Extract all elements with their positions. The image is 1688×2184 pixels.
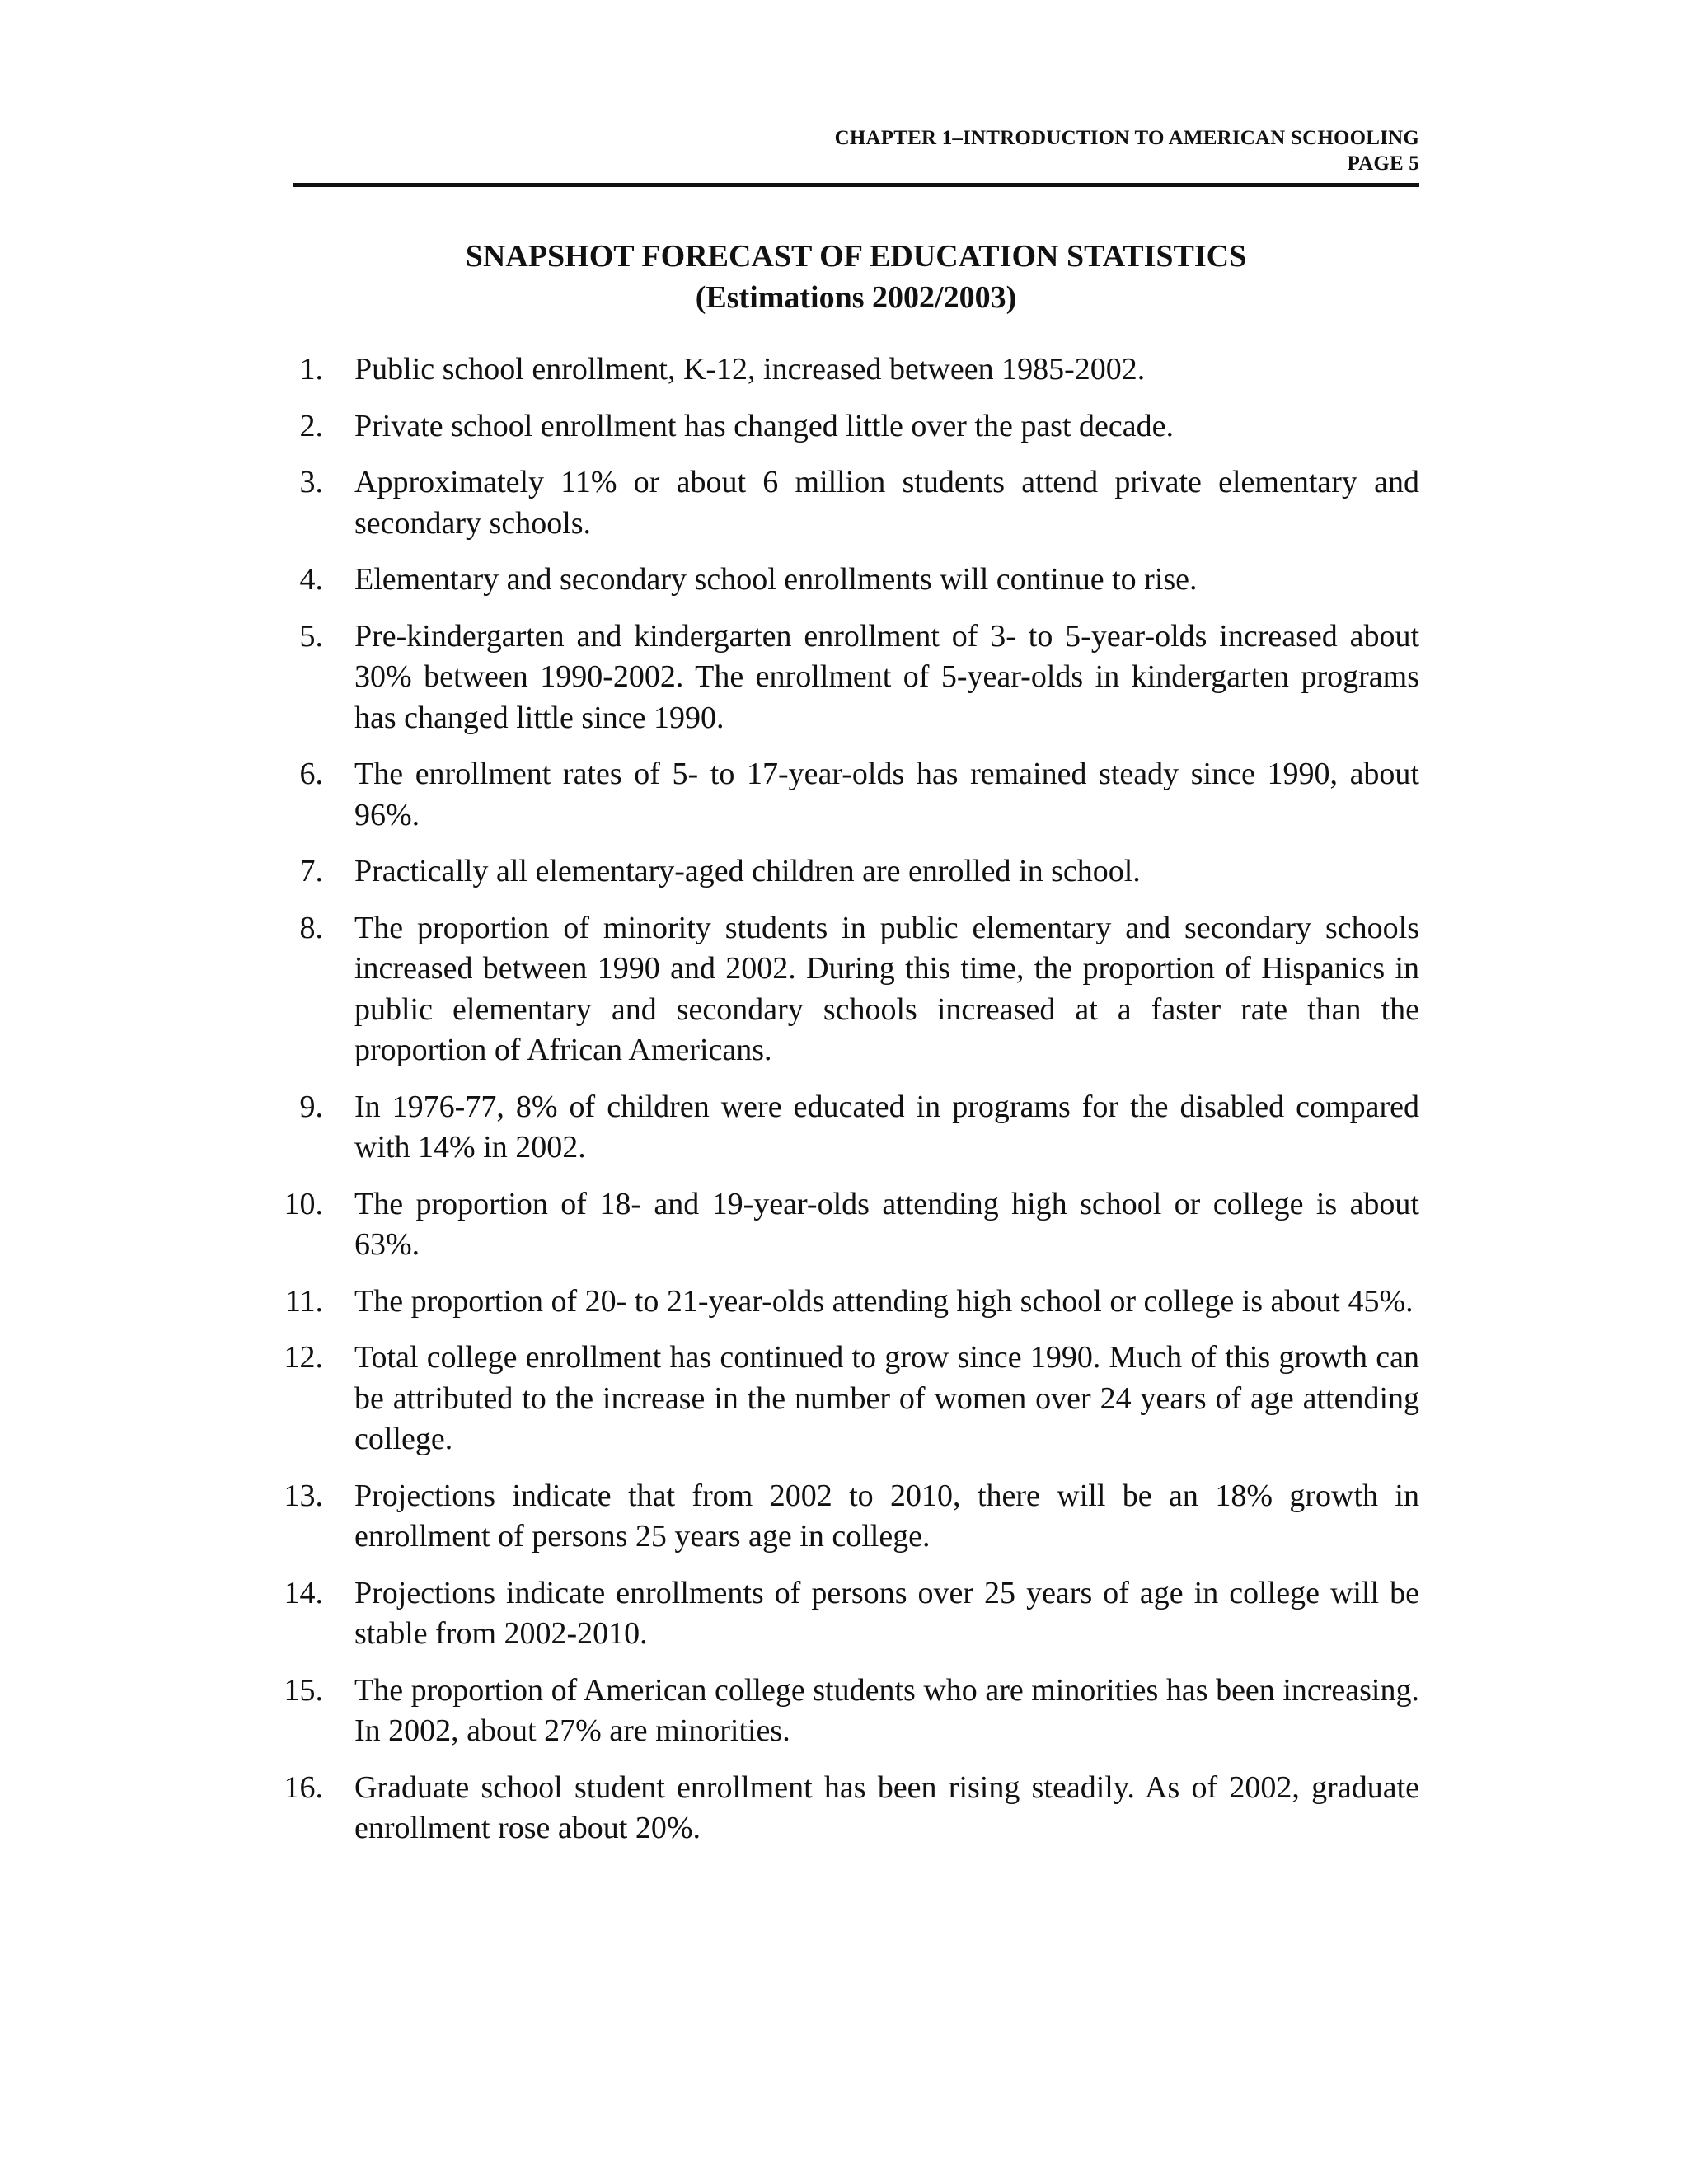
item-text: Practically all elementary-aged children are enrolled in school. bbox=[354, 854, 1141, 888]
item-text: The enrollment rates of 5- to 17-year-olds has remained steady since 1990, about 96%. bbox=[354, 757, 1419, 832]
item-number: 3. bbox=[299, 465, 323, 499]
page-number: PAGE 5 bbox=[1347, 152, 1419, 175]
running-header bbox=[293, 125, 1419, 176]
title-line-1: SNAPSHOT FORECAST OF EDUCATION STATISTICS bbox=[465, 239, 1247, 274]
item-text: Projections indicate that from 2002 to 2010, there will be an 18% growth in enrollment of persons 25 years age in college. bbox=[354, 1478, 1419, 1554]
item-number: 8. bbox=[299, 910, 323, 945]
item-text: Private school enrollment has changed little over the past decade. bbox=[354, 408, 1174, 443]
item-number: 14. bbox=[284, 1575, 323, 1610]
list-item bbox=[247, 851, 1419, 893]
item-text: In 1976-77, 8% of children were educated in programs for the disabled compared with 14% in 2002. bbox=[354, 1089, 1419, 1165]
item-number: 13. bbox=[284, 1478, 323, 1513]
item-number: 1. bbox=[299, 352, 323, 387]
item-number: 7. bbox=[299, 854, 323, 888]
list-item bbox=[247, 616, 1419, 739]
item-text: Pre-kindergarten and kindergarten enrollment of 3- to 5-year-olds increased about 30% between 1990-2002. The enrollment of 5-year-olds in kindergarten programs has changed little since 1990. bbox=[354, 618, 1419, 735]
item-text: The proportion of minority students in public elementary and secondary schools increased between 1990 and 2002. During this time, the proportion of Hispanics in public elementary and secondary schools increased at a faster rate than the proportion of African Americans. bbox=[354, 910, 1419, 1067]
list-item bbox=[247, 1573, 1419, 1655]
list-item bbox=[247, 1282, 1419, 1323]
list-item bbox=[247, 1671, 1419, 1752]
item-number: 15. bbox=[284, 1672, 323, 1708]
list-item bbox=[247, 1768, 1419, 1849]
item-text: Graduate school student enrollment has been rising steadily. As of 2002, graduate enrollment rose about 20%. bbox=[354, 1769, 1419, 1845]
list-item bbox=[247, 406, 1419, 448]
statistics-list bbox=[247, 349, 1419, 1865]
item-text: The proportion of 20- to 21-year-olds attending high school or college is about 45%. bbox=[354, 1283, 1414, 1319]
page-title bbox=[293, 236, 1419, 318]
chapter-title: CHAPTER 1–INTRODUCTION TO AMERICAN SCHOOLING bbox=[834, 127, 1419, 149]
item-text: Approximately 11% or about 6 million students attend private elementary and secondary schools. bbox=[354, 465, 1419, 541]
item-number: 2. bbox=[299, 408, 323, 443]
list-item bbox=[247, 560, 1419, 601]
item-text: The proportion of 18- and 19-year-olds attending high school or college is about 63%. bbox=[354, 1186, 1419, 1262]
list-item bbox=[247, 1338, 1419, 1460]
item-number: 10. bbox=[284, 1186, 323, 1221]
item-text: The proportion of American college students who are minorities has been increasing. In 2002, about 27% are minorities. bbox=[354, 1672, 1419, 1748]
list-item bbox=[247, 1087, 1419, 1169]
item-text: Total college enrollment has continued to grow since 1990. Much of this growth can be attributed to the increase in the number of women over 24 years of age attending college. bbox=[354, 1340, 1419, 1456]
list-item bbox=[247, 349, 1419, 391]
item-number: 5. bbox=[299, 618, 323, 654]
list-item bbox=[247, 462, 1419, 544]
item-number: 9. bbox=[299, 1089, 323, 1124]
item-number: 16. bbox=[284, 1769, 323, 1805]
item-text: Projections indicate enrollments of persons over 25 years of age in college will be stable from 2002-2010. bbox=[354, 1575, 1419, 1651]
list-item bbox=[247, 1184, 1419, 1266]
item-number: 4. bbox=[299, 562, 323, 597]
list-item bbox=[247, 908, 1419, 1071]
item-number: 12. bbox=[284, 1340, 323, 1375]
item-number: 11. bbox=[284, 1283, 323, 1319]
item-number: 6. bbox=[299, 757, 323, 791]
title-line-2: (Estimations 2002/2003) bbox=[695, 280, 1017, 315]
item-text: Elementary and secondary school enrollments will continue to rise. bbox=[354, 562, 1198, 597]
item-text: Public school enrollment, K-12, increased between 1985-2002. bbox=[354, 352, 1146, 387]
list-item bbox=[247, 1476, 1419, 1558]
header-divider bbox=[293, 183, 1419, 187]
list-item bbox=[247, 754, 1419, 836]
